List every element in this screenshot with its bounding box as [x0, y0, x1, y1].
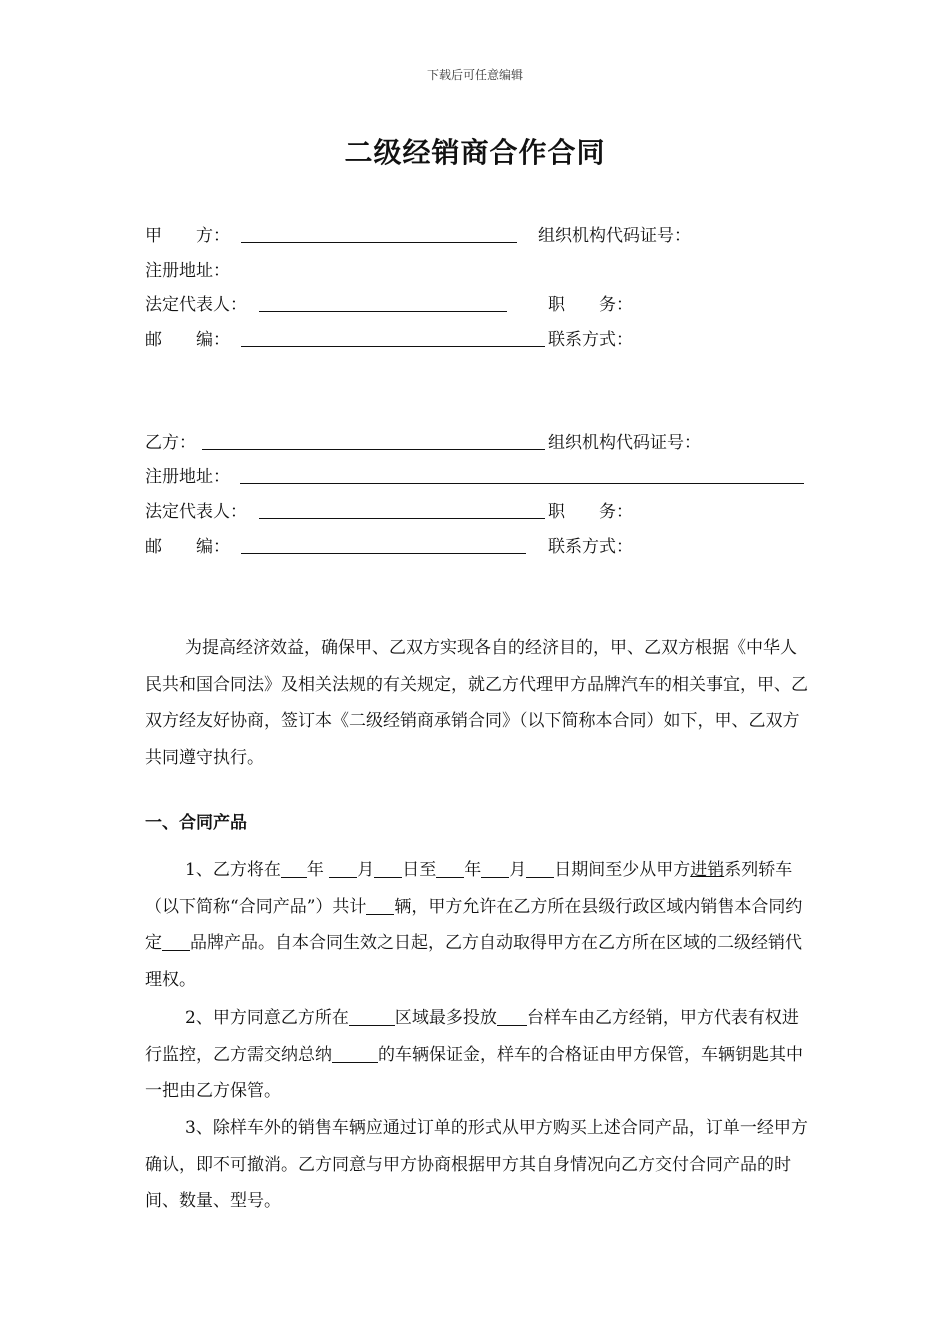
blank-deposit[interactable]	[332, 1045, 378, 1063]
party-b-org-code-label: 组织机构代码证号：	[548, 433, 701, 453]
blank-end-day[interactable]	[526, 860, 554, 878]
blank-sample-count[interactable]	[497, 1008, 527, 1026]
blank-start-year[interactable]	[281, 860, 307, 878]
blank-start-month[interactable]	[329, 860, 357, 878]
section-1-heading: 一、合同产品	[145, 813, 247, 833]
party-b-rep-label: 法定代表人：	[145, 502, 247, 522]
party-a-org-code-label: 组织机构代码证号：	[538, 226, 691, 246]
blank-end-month[interactable]	[481, 860, 509, 878]
clause-2-paragraph: 2、甲方同意乙方所在 区域最多投放 台样车由乙方经销，甲方代表有权进行监控，乙方需交纳总纳 的车辆保证金，样车的合格证由甲方保管，车辆钥匙其中一把由乙方保管。	[145, 1008, 803, 1101]
party-b-postcode-label: 邮 编：	[145, 537, 230, 557]
blank-start-day[interactable]	[374, 860, 402, 878]
clause-3-paragraph: 3、除样车外的销售车辆应通过订单的形式从甲方购买上述合同产品，订单一经甲方确认，即不可撤消。乙方同意与甲方协商根据甲方其自身情况向乙方交付合同产品的时间、数量、型号。	[145, 1118, 808, 1211]
blank-brand[interactable]	[162, 933, 190, 951]
party-a-postcode-label: 邮 编：	[145, 330, 230, 350]
blank-region[interactable]	[349, 1008, 395, 1026]
party-b-name-line[interactable]	[202, 449, 545, 450]
party-a-contact-label: 联系方式：	[548, 330, 633, 350]
clause-1-paragraph: 1、乙方将在 年 月 日至 年 月 日期间至少从甲方进销系列轿车（以下简称“合同产品”）共计 辆，甲方允许在乙方所在县级行政区域内销售本合同约定 品牌产品。自本合同生效之日起，乙方自动取得甲方在乙方所在区域的二级经销代理权。	[145, 860, 803, 990]
party-a-position-label: 职 务：	[548, 295, 633, 315]
party-a-name-label: 甲 方：	[145, 226, 230, 246]
party-a-postcode-line[interactable]	[241, 346, 545, 347]
header-note: 下载后可任意编辑	[426, 68, 523, 82]
party-a-name-line[interactable]	[241, 242, 517, 243]
preamble-paragraph: 为提高经济效益，确保甲、乙双方实现各自的经济目的，甲、乙双方根据《中华人民共和国合同法》及相关法规的有关规定，就乙方代理甲方品牌汽车的相关事宜，甲、乙双方经友好协商，签订本《二级经销商承销合同》（以下简称本合同）如下，甲、乙双方共同遵守执行。	[145, 638, 808, 768]
party-b-position-label: 职 务：	[548, 502, 633, 522]
party-a-address-label: 注册地址：	[145, 261, 230, 281]
blank-vehicle-count[interactable]	[366, 897, 394, 915]
blank-end-year[interactable]	[436, 860, 464, 878]
party-b-address-line[interactable]	[240, 483, 804, 484]
party-a-rep-label: 法定代表人：	[145, 295, 247, 315]
party-a-rep-line[interactable]	[259, 311, 507, 312]
page-title: 二级经销商合作合同	[344, 136, 606, 169]
party-b-name-label: 乙方：	[145, 433, 196, 453]
party-b-rep-line[interactable]	[259, 518, 545, 519]
party-b-address-label: 注册地址：	[145, 467, 230, 487]
party-b-postcode-line[interactable]	[241, 553, 526, 554]
underlined-term: 进销	[690, 860, 725, 880]
party-b-contact-label: 联系方式：	[548, 537, 633, 557]
